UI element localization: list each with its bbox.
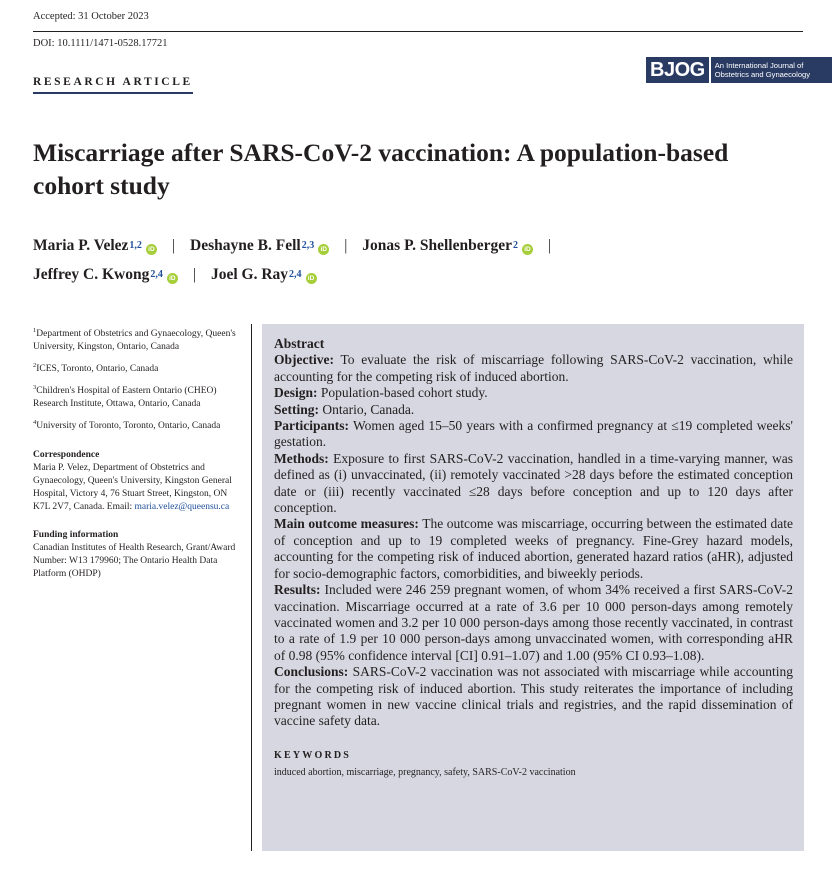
- author[interactable]: [190, 237, 329, 255]
- orcid-icon[interactable]: iD: [306, 273, 317, 284]
- author-affiliation[interactable]: 2,4: [289, 269, 302, 280]
- affiliation-text: Department of Obstetrics and Gynaecology, Queen's University, Kingston, Ontario, Canada: [33, 329, 236, 353]
- email-label: Email:: [106, 501, 133, 512]
- author-name[interactable]: Maria P. Velez: [33, 237, 129, 254]
- keywords-list: induced abortion, miscarriage, pregnancy, safety, SARS-CoV-2 vaccination: [274, 767, 576, 779]
- correspondence-address: Maria P. Velez, Department of Obstetrics and Gynaecology, Queen's University, Kingston General Hospital, Victory 4, 76 Stuart Street, Kingston, ON K7L 2V7, Canada.: [33, 462, 232, 512]
- email-link[interactable]: maria.velez@queensu.ca: [134, 501, 230, 512]
- affiliation-text: ICES, Toronto, Ontario, Canada: [36, 364, 159, 375]
- affiliation-number: 3: [33, 384, 37, 392]
- author-name[interactable]: Jonas P. Shellenberger: [362, 237, 512, 254]
- section-text: To evaluate the risk of miscarriage following SARS-CoV-2 vaccination, while accounting for the competing risk of induced abortion.: [274, 352, 793, 384]
- author-affiliation[interactable]: 2,4: [150, 269, 163, 280]
- author-line-2: [33, 266, 317, 284]
- section-text: Included were 246 259 pregnant women, of whom 34% received a first SARS-CoV-2 vaccination. Miscarriage occurred at a rate of 3.6 per 10 000 person-days among remotely vaccinated women and 3.2 per 10 000 person-days among those recently vaccinated, in contrast to a rate of 1.9 per 10 000 person-days among unvaccinated women, with corresponding aHR of 0.98 (95% confidence interval [CI] 0.91–1.07) and 1.00 (95% CI 0.93–1.08).: [274, 582, 794, 663]
- author-name[interactable]: Deshayne B. Fell: [190, 237, 301, 254]
- affiliation: [33, 416, 238, 433]
- abstract-setting: [274, 402, 793, 418]
- column-divider: [251, 324, 252, 851]
- section-label: Conclusions:: [274, 664, 349, 680]
- abstract-results: [274, 582, 793, 664]
- author[interactable]: [33, 266, 178, 284]
- affiliation-number: 4: [33, 419, 37, 427]
- author-line-1: [33, 237, 566, 255]
- abstract-design: [274, 385, 793, 401]
- article-title: Miscarriage after SARS-CoV-2 vaccination: A population-based cohort study: [33, 138, 729, 200]
- abstract-outcome-measures: [274, 516, 793, 582]
- section-label: Participants:: [274, 418, 349, 434]
- orcid-icon[interactable]: iD: [146, 244, 157, 255]
- accepted-date: Accepted: 31 October 2023: [33, 11, 149, 22]
- doi[interactable]: DOI: 10.1111/1471-0528.17721: [33, 38, 168, 49]
- article-type-label: RESEARCH ARTICLE: [33, 76, 193, 94]
- journal-logo-text: An International Journal of Obstetrics and Gynaecology: [711, 57, 832, 83]
- affiliation: [33, 324, 238, 354]
- author-separator: |: [171, 237, 176, 254]
- correspondence-heading: Correspondence: [33, 449, 100, 460]
- affiliation-text: Children's Hospital of Eastern Ontario (CHEO) Research Institute, Ottawa, Ontario, Canada: [33, 386, 217, 410]
- abstract-box: [262, 324, 804, 851]
- author-separator: |: [192, 266, 196, 283]
- section-label: Results:: [274, 582, 321, 598]
- section-text: Women aged 15–50 years with a confirmed pregnancy at ≤19 completed weeks' gestation.: [274, 418, 793, 450]
- funding-heading: Funding information: [33, 529, 119, 540]
- section-label: Methods:: [274, 450, 329, 466]
- header-divider: [33, 31, 803, 32]
- abstract-methods: [274, 451, 793, 517]
- affiliation-number: 1: [33, 327, 37, 334]
- article-sidebar: [33, 324, 238, 581]
- funding-text: Canadian Institutes of Health Research, Grant/Award Number: W13 179960; The Ontario Health Data Platform (OHDP): [33, 542, 236, 579]
- section-label: Main outcome measures:: [274, 516, 419, 532]
- abstract-objective: [274, 352, 793, 385]
- author[interactable]: [33, 237, 157, 255]
- orcid-icon[interactable]: iD: [167, 273, 178, 284]
- author-separator: |: [344, 237, 348, 254]
- section-label: Objective:: [274, 352, 334, 368]
- author-name[interactable]: Jeffrey C. Kwong: [33, 266, 150, 283]
- abstract-conclusions: [274, 664, 793, 730]
- author-name[interactable]: Joel G. Ray: [210, 266, 289, 283]
- correspondence-text: [33, 462, 238, 514]
- section-label: Setting:: [274, 401, 319, 417]
- author[interactable]: [211, 266, 317, 284]
- affiliation-text: University of Toronto, Toronto, Ontario, Canada: [36, 421, 221, 432]
- orcid-icon[interactable]: iD: [522, 244, 533, 255]
- section-label: Design:: [274, 385, 318, 401]
- author-affiliation[interactable]: 2: [513, 240, 518, 251]
- section-text: Population-based cohort study.: [320, 385, 488, 401]
- affiliation: [33, 381, 238, 411]
- keywords-heading: KEYWORDS: [274, 749, 352, 761]
- journal-logo[interactable]: [646, 57, 832, 83]
- section-text: Exposure to first SARS-CoV-2 vaccination, handled in a time-varying manner, was defined as (i) unvaccinated, (ii) remotely vaccinated >28 days before the estimated conception date or (iii) recently vaccinated ≤28 days before conception and up to 120 days after conception.: [274, 450, 794, 516]
- section-text: SARS-CoV-2 vaccination was not associated with miscarriage while accounting for the competing risk of induced abortion. This study reiterates the importance of including pregnant women in new vaccine clinical trials and registries, and the rapid dissemination of vaccine safety data.: [274, 664, 793, 729]
- author-affiliation[interactable]: 1,2: [129, 240, 142, 251]
- section-text: The outcome was miscarriage, occurring between the estimated date of conception and up to 19 completed weeks of pregnancy. Fine-Grey hazard models, accounting for the competing risk of induced abortion, generated hazard ratios (aHR), adjusted for socio-demographic factors, comorbidities, and biweekly periods.: [274, 516, 793, 581]
- affiliation-number: 2: [33, 362, 37, 370]
- author-separator: |: [548, 237, 552, 254]
- section-text: Ontario, Canada.: [322, 401, 415, 417]
- orcid-icon[interactable]: iD: [318, 244, 329, 255]
- abstract-heading: Abstract: [274, 336, 325, 351]
- affiliation: [33, 359, 238, 376]
- journal-logo-mark: BJOG: [646, 57, 709, 83]
- author-affiliation[interactable]: 2,3: [301, 240, 315, 251]
- abstract-participants: [274, 418, 793, 451]
- author[interactable]: [362, 237, 533, 255]
